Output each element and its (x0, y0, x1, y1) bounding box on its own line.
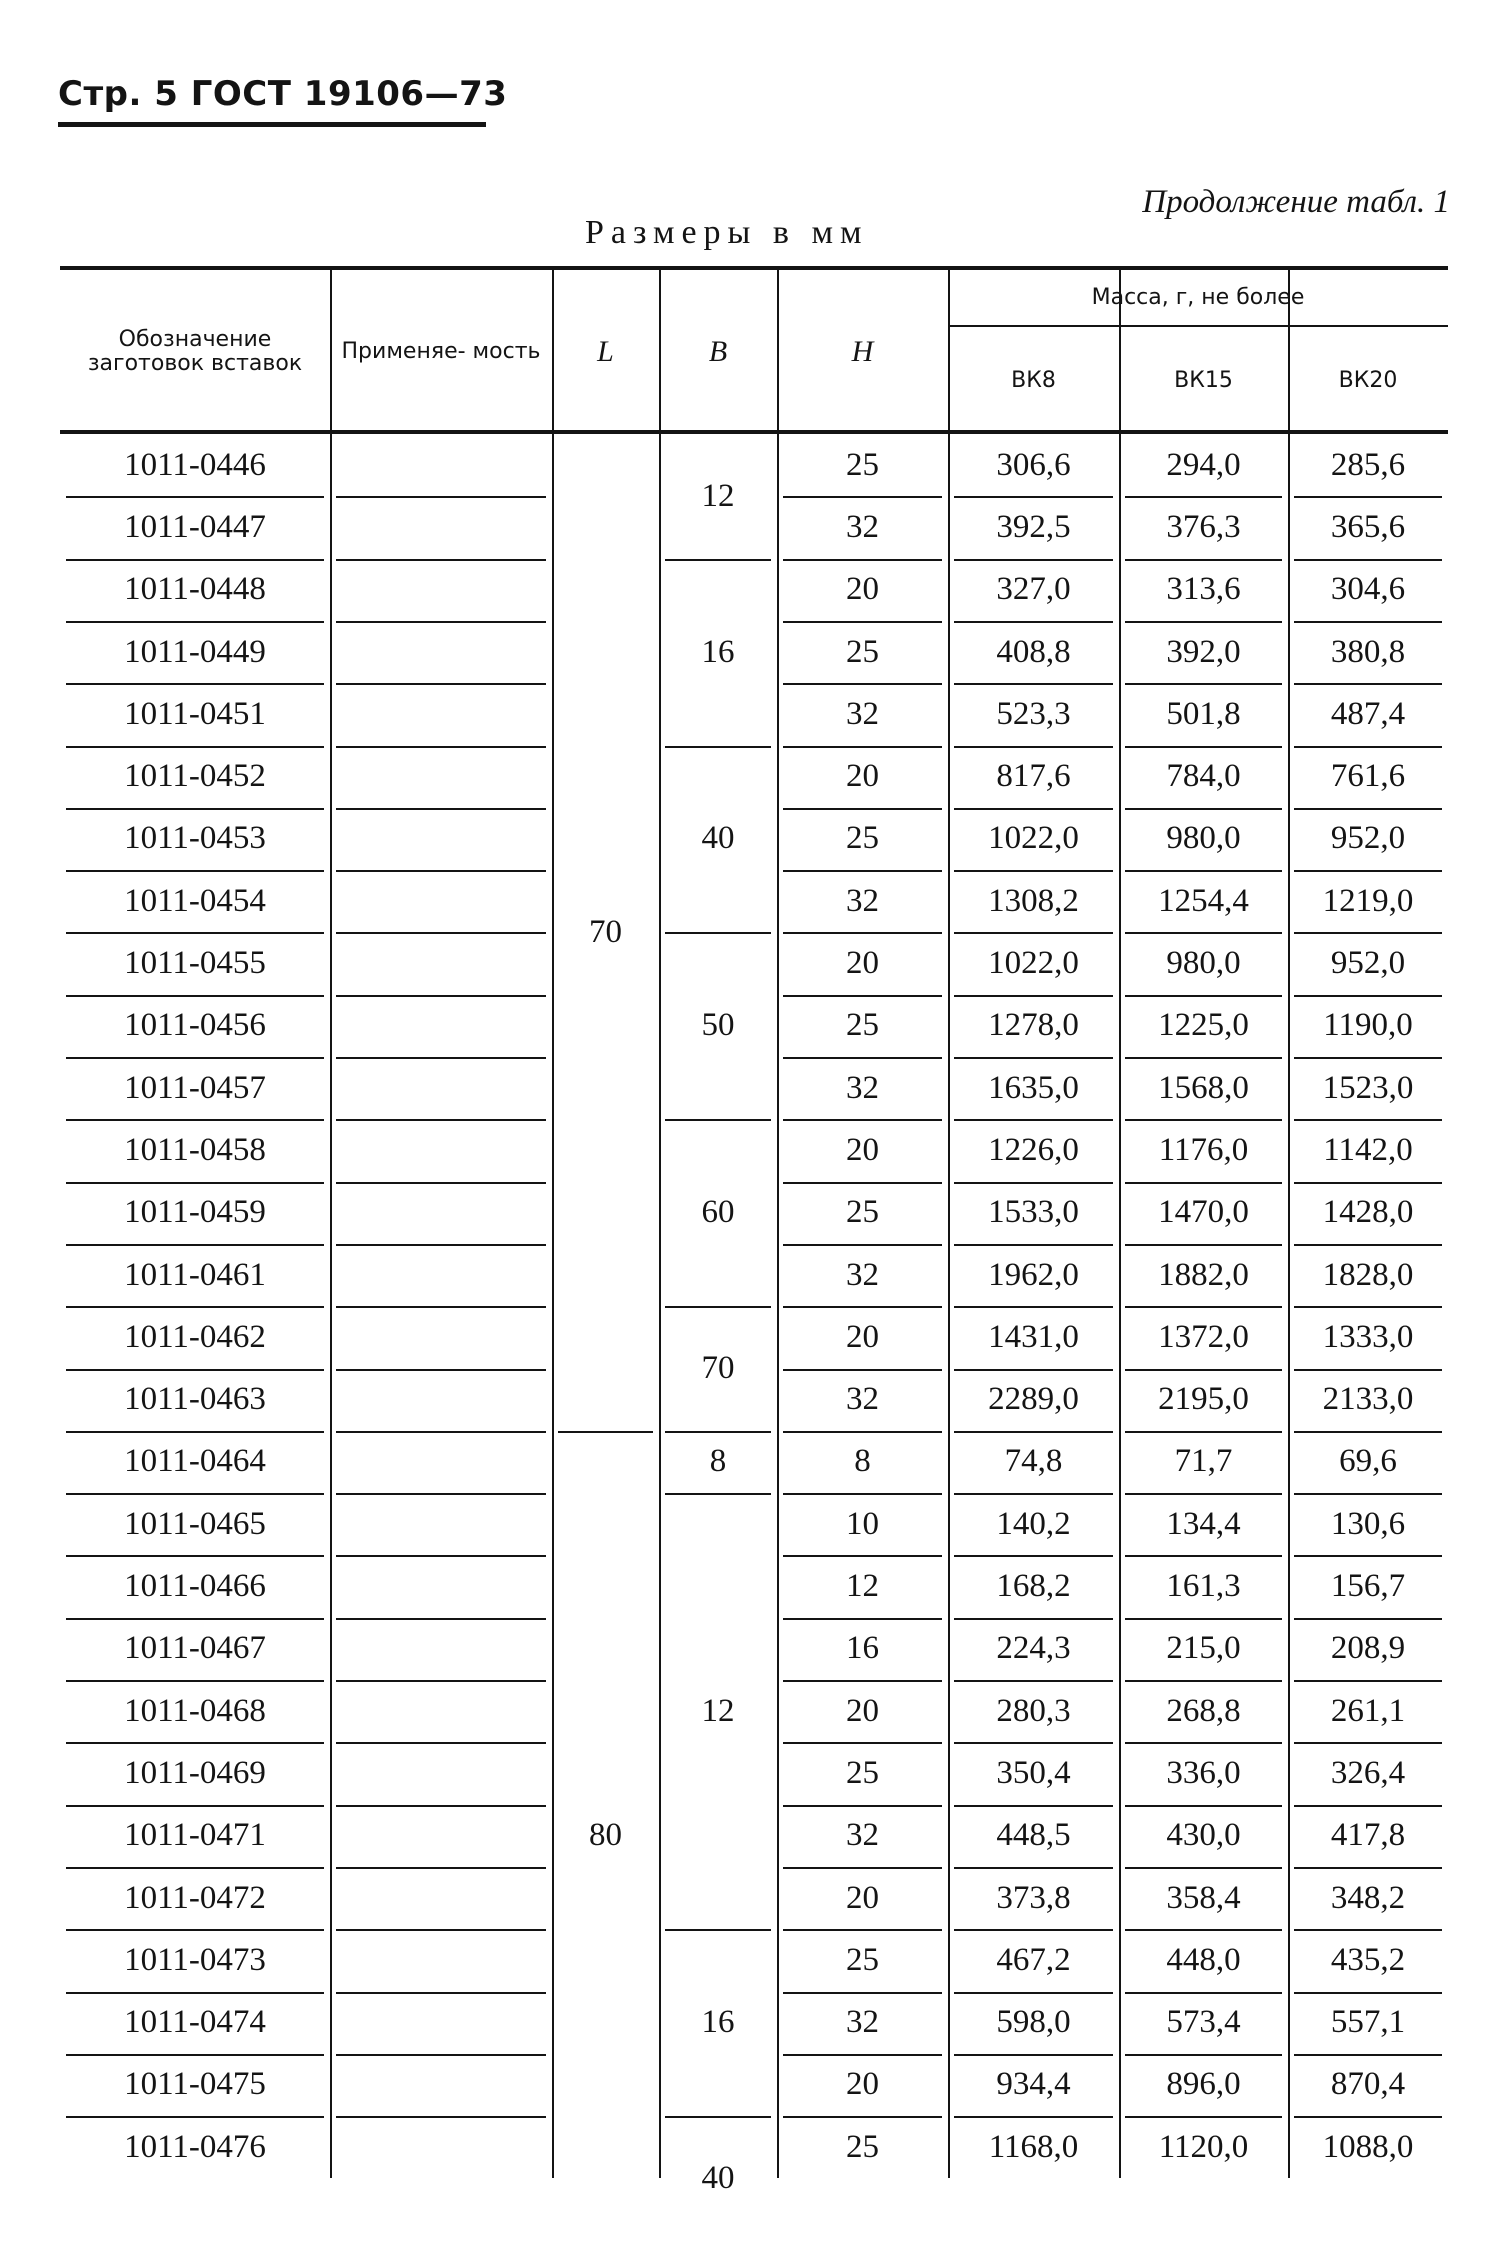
cell-H: 25 (846, 1754, 879, 1791)
cell-vk8: 1431,0 (988, 1318, 1079, 1355)
cell-vk8: 1168,0 (988, 2128, 1079, 2165)
cell-vk15: 313,6 (1166, 571, 1241, 608)
cell-vk8: 140,2 (996, 1505, 1071, 1542)
cell-code: 1011-0451 (124, 695, 266, 732)
cell-vk20: 1088,0 (1322, 2128, 1414, 2165)
row-rule (336, 2054, 546, 2056)
cell-vk15: 358,4 (1166, 1879, 1241, 1916)
row-rule (336, 559, 546, 561)
cell-vk8: 306,6 (996, 446, 1071, 483)
row-rule (336, 1929, 546, 1931)
cell-vk20: 1190,0 (1323, 1007, 1413, 1044)
cell-code: 1011-0453 (124, 820, 266, 857)
cell-vk8: 1635,0 (988, 1069, 1079, 1106)
cell-B: 12 (701, 1692, 735, 1729)
cell-H: 25 (846, 446, 879, 483)
cell-H: 32 (846, 1381, 879, 1418)
cell-code: 1011-0464 (124, 1443, 266, 1480)
cell-vk20: 2133,0 (1322, 1381, 1414, 1418)
cell-vk8: 168,2 (996, 1568, 1071, 1605)
cell-vk15: 980,0 (1166, 945, 1241, 982)
cell-vk8: 448,5 (996, 1817, 1071, 1854)
cell-vk15: 1120,0 (1158, 2128, 1249, 2165)
cell-vk20: 130,6 (1330, 1505, 1406, 1542)
cell-vk8: 1022,0 (988, 945, 1079, 982)
cell-vk20: 557,1 (1330, 2004, 1406, 2041)
column-divider (330, 270, 332, 2178)
cell-L: 80 (589, 1817, 622, 1854)
cell-H: 20 (846, 1318, 879, 1355)
header-applicability: Применяе- мость (341, 339, 541, 364)
cell-code: 1011-0455 (124, 945, 266, 982)
cell-H: 20 (846, 1131, 879, 1168)
cell-H: 32 (846, 1256, 879, 1293)
cell-vk20: 1428,0 (1322, 1194, 1414, 1231)
row-rule (336, 1119, 546, 1121)
header-H: H (851, 335, 874, 368)
cell-code: 1011-0452 (124, 758, 266, 795)
cell-vk15: 134,4 (1166, 1505, 1241, 1542)
cell-code: 1011-0474 (124, 2004, 266, 2041)
cell-H: 32 (846, 1817, 879, 1854)
row-rule (336, 1182, 546, 1184)
cell-vk15: 161,3 (1166, 1568, 1241, 1605)
cell-vk8: 373,8 (996, 1879, 1071, 1916)
cell-B: 50 (701, 1007, 735, 1044)
row-rule (336, 1992, 546, 1994)
row-rule (336, 995, 546, 997)
row-rule (336, 1867, 546, 1869)
cell-B: 40 (701, 820, 735, 857)
table-continuation-note: Продолжение табл. 1 (1142, 184, 1450, 220)
cell-vk20: 1142,0 (1323, 1131, 1413, 1168)
cell-vk8: 598,0 (996, 2004, 1071, 2041)
cell-vk20: 156,7 (1330, 1568, 1406, 1605)
header-L: L (597, 335, 614, 368)
cell-L: 70 (589, 913, 622, 950)
cell-B: 12 (701, 477, 735, 514)
row-rule (336, 496, 546, 498)
cell-vk15: 784,0 (1166, 758, 1241, 795)
cell-code: 1011-0469 (124, 1754, 266, 1791)
cell-code: 1011-0465 (124, 1505, 266, 1542)
units-caption: Размеры в мм (585, 214, 869, 251)
row-rule (336, 1555, 546, 1557)
cell-vk20: 952,0 (1330, 820, 1406, 857)
cell-B: 16 (701, 633, 735, 670)
row-rule (336, 2116, 546, 2118)
cell-vk15: 294,0 (1166, 446, 1241, 483)
cell-H: 25 (846, 2128, 879, 2165)
cell-vk20: 365,6 (1330, 508, 1406, 545)
row-rule (336, 1244, 546, 1246)
cell-H: 12 (846, 1568, 879, 1605)
cell-code: 1011-0462 (124, 1318, 266, 1355)
header-mass-group: Масса, г, не более (1091, 284, 1305, 310)
cell-vk15: 268,8 (1166, 1692, 1241, 1729)
cell-vk20: 1828,0 (1322, 1256, 1414, 1293)
cell-vk8: 224,3 (996, 1630, 1071, 1667)
cell-H: 25 (846, 1941, 879, 1978)
cell-vk20: 261,1 (1330, 1692, 1406, 1729)
cell-vk20: 348,2 (1330, 1879, 1406, 1916)
cell-vk20: 208,9 (1330, 1630, 1406, 1667)
cell-B: 16 (701, 2004, 735, 2041)
cell-vk20: 304,6 (1330, 571, 1406, 608)
cell-vk20: 69,6 (1339, 1443, 1397, 1480)
cell-vk15: 1568,0 (1158, 1069, 1249, 1106)
cell-vk20: 326,4 (1330, 1754, 1406, 1791)
cell-vk20: 285,6 (1330, 446, 1406, 483)
cell-code: 1011-0473 (124, 1941, 266, 1978)
cell-H: 16 (846, 1630, 879, 1667)
cell-vk15: 1225,0 (1158, 1007, 1249, 1044)
cell-H: 25 (846, 820, 879, 857)
row-rule (336, 1742, 546, 1744)
cell-H: 25 (846, 1194, 879, 1231)
cell-vk8: 1308,2 (988, 882, 1079, 919)
cell-vk15: 980,0 (1166, 820, 1241, 857)
cell-vk8: 467,2 (996, 1941, 1071, 1978)
header-mass-2: ВК15 (1174, 367, 1233, 393)
cell-H: 20 (846, 758, 879, 795)
cell-H: 20 (846, 1879, 879, 1916)
cell-vk15: 1470,0 (1158, 1194, 1249, 1231)
cell-vk15: 1882,0 (1158, 1256, 1249, 1293)
header-mass-1: ВК8 (1011, 367, 1056, 393)
cell-vk8: 408,8 (996, 633, 1071, 670)
cell-B: 40 (701, 2159, 735, 2196)
cell-vk15: 448,0 (1166, 1941, 1241, 1978)
cell-code: 1011-0467 (124, 1630, 266, 1667)
row-rule (336, 1493, 546, 1495)
row-rule (336, 808, 546, 810)
cell-code: 1011-0463 (124, 1381, 266, 1418)
cell-vk15: 1254,4 (1158, 882, 1249, 919)
page-header: Стр. 5 ГОСТ 19106—73 (58, 74, 508, 114)
cell-vk8: 327,0 (996, 571, 1071, 608)
cell-vk8: 1022,0 (988, 820, 1079, 857)
row-rule (336, 1306, 546, 1308)
cell-H: 32 (846, 508, 879, 545)
cell-vk15: 430,0 (1166, 1817, 1241, 1854)
cell-vk8: 934,4 (996, 2066, 1071, 2103)
cell-H: 25 (846, 1007, 879, 1044)
cell-vk8: 350,4 (996, 1754, 1071, 1791)
cell-vk15: 501,8 (1166, 695, 1241, 732)
cell-vk20: 487,4 (1330, 695, 1406, 732)
row-rule (336, 870, 546, 872)
cell-vk8: 1533,0 (988, 1194, 1079, 1231)
cell-vk15: 392,0 (1166, 633, 1241, 670)
cell-vk8: 1962,0 (988, 1256, 1079, 1293)
cell-vk8: 817,6 (996, 758, 1071, 795)
row-rule (336, 746, 546, 748)
cell-H: 20 (846, 945, 879, 982)
cell-vk15: 2195,0 (1158, 1381, 1249, 1418)
row-rule (336, 1057, 546, 1059)
cell-code: 1011-0457 (124, 1069, 266, 1106)
cell-vk15: 573,4 (1166, 2004, 1241, 2041)
cell-vk8: 1278,0 (988, 1007, 1079, 1044)
cell-B: 8 (709, 1443, 727, 1480)
data-table (60, 262, 1448, 2237)
cell-code: 1011-0466 (124, 1568, 266, 1605)
cell-vk20: 380,8 (1330, 633, 1406, 670)
cell-vk15: 1176,0 (1158, 1131, 1249, 1168)
row-rule (336, 1680, 546, 1682)
cell-code: 1011-0449 (124, 633, 266, 670)
cell-vk15: 215,0 (1166, 1630, 1241, 1667)
header-B: B (708, 335, 728, 368)
cell-H: 32 (846, 1069, 879, 1106)
cell-vk20: 870,4 (1330, 2066, 1406, 2103)
cell-code: 1011-0458 (124, 1131, 266, 1168)
cell-H: 20 (846, 2066, 879, 2103)
cell-H: 20 (846, 1692, 879, 1729)
row-rule (336, 1431, 546, 1433)
cell-code: 1011-0456 (124, 1007, 266, 1044)
row-rule (336, 621, 546, 623)
cell-code: 1011-0446 (124, 446, 266, 483)
header-mass-3: ВК20 (1338, 367, 1398, 393)
cell-vk15: 376,3 (1166, 508, 1241, 545)
cell-vk15: 71,7 (1174, 1443, 1233, 1480)
cell-B: 70 (701, 1349, 735, 1386)
cell-code: 1011-0459 (124, 1194, 266, 1231)
cell-vk8: 1226,0 (988, 1131, 1079, 1168)
cell-H: 8 (854, 1443, 871, 1480)
cell-vk20: 1523,0 (1322, 1069, 1414, 1106)
cell-H: 25 (846, 633, 879, 670)
cell-code: 1011-0475 (124, 2066, 266, 2103)
cell-code: 1011-0447 (124, 508, 266, 545)
cell-H: 32 (846, 695, 879, 732)
cell-vk15: 1372,0 (1158, 1318, 1249, 1355)
cell-code: 1011-0476 (124, 2128, 266, 2165)
header-designation: Обозначение заготовок вставок (87, 327, 303, 376)
cell-H: 20 (846, 571, 879, 608)
cell-vk20: 952,0 (1330, 945, 1406, 982)
cell-code: 1011-0468 (124, 1692, 266, 1729)
cell-vk8: 280,3 (996, 1692, 1071, 1729)
cell-H: 10 (846, 1505, 879, 1542)
cell-code: 1011-0448 (124, 571, 266, 608)
row-rule (336, 1618, 546, 1620)
cell-code: 1011-0471 (124, 1817, 266, 1854)
cell-B: 60 (701, 1194, 735, 1231)
cell-vk8: 392,5 (996, 508, 1071, 545)
cell-vk20: 435,2 (1330, 1941, 1406, 1978)
cell-vk8: 2289,0 (988, 1381, 1079, 1418)
cell-code: 1011-0454 (124, 882, 266, 919)
cell-H: 32 (846, 882, 879, 919)
cell-vk8: 523,3 (996, 695, 1071, 732)
cell-vk15: 896,0 (1166, 2066, 1241, 2103)
cell-code: 1011-0472 (124, 1879, 266, 1916)
cell-vk20: 417,8 (1330, 1817, 1406, 1854)
cell-H: 32 (846, 2004, 879, 2041)
cell-vk20: 1333,0 (1322, 1318, 1414, 1355)
cell-vk15: 336,0 (1166, 1754, 1241, 1791)
cell-vk20: 761,6 (1330, 758, 1406, 795)
row-rule (336, 932, 546, 934)
row-rule (336, 683, 546, 685)
row-rule (336, 1805, 546, 1807)
cell-code: 1011-0461 (124, 1256, 266, 1293)
cell-vk8: 74,8 (1004, 1443, 1063, 1480)
cell-vk20: 1219,0 (1322, 882, 1414, 919)
header-rule (58, 122, 486, 127)
row-rule (336, 1369, 546, 1371)
